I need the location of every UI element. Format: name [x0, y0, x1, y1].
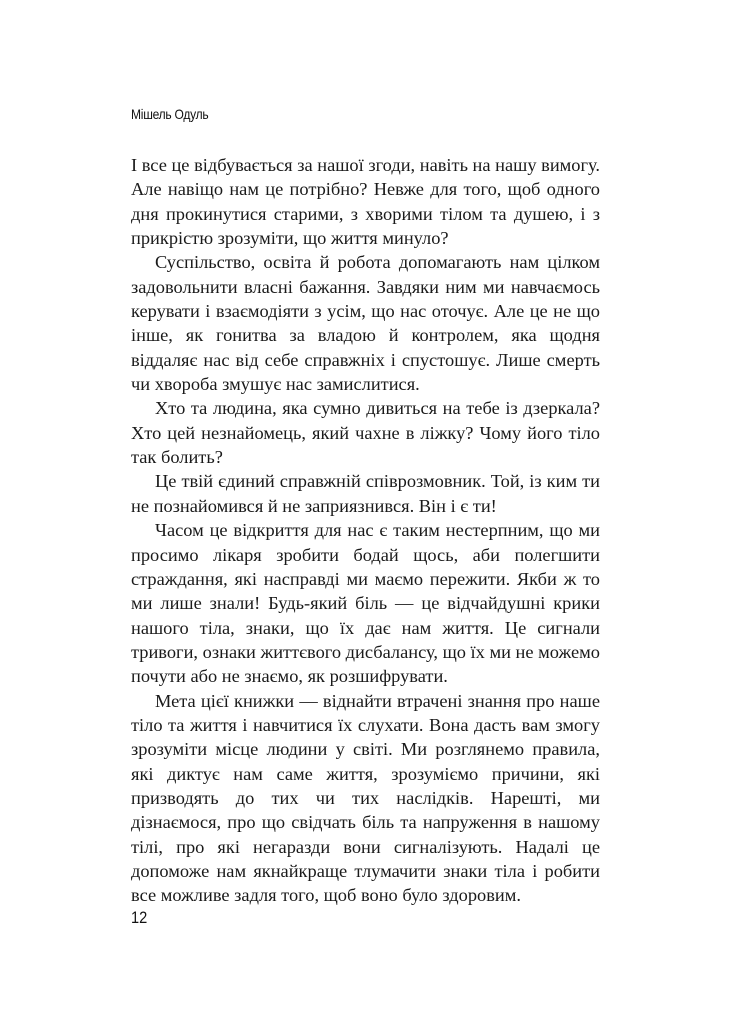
- paragraph-2: Суспільство, освіта й робота допомагають нам цілком задовольнити власні бажання. Завдяки ним ми навчаємось керувати і взаємодіяти з усім, що нас оточує. Але це не що інше, як гонитва за владою й контролем, яка щодня віддаляє нас від себе справжніх і спустошує. Лише смерть чи хвороба змушує нас замислитися.: [131, 252, 600, 395]
- body-text: [131, 153, 600, 908]
- paragraph-4: Це твій єдиний справжній співрозмовник. Той, із ким ти не познайомився й не заприязнився. Він і є ти!: [131, 471, 600, 516]
- paragraph-1: І все це відбувається за нашої згоди, навіть на нашу вимогу. Але навіщо нам це потрібно? Невже для того, щоб одного дня прокинутися старими, з хворими тілом та душею, і з прикрістю зрозуміти, що життя минуло?: [131, 155, 600, 249]
- paragraph-6: Мета цієї книжки — віднайти втрачені знання про наше тіло та життя і навчитися їх слухати. Вона дасть вам змогу зрозуміти місце людини у світі. Ми розглянемо правила, які диктує нам саме життя, зрозуміємо причини, які призводять до тих чи тих наслідків. Нарешті, ми дізнаємося, про що свідчать біль та напруження в нашому тілі, про які негаразди вони сигналізують. Надалі це допоможе нам якнайкраще тлумачити знаки тіла і робити все можливе задля того, щоб воно було здоровим.: [131, 690, 600, 906]
- running-header-author: Мішель Одуль: [131, 106, 209, 122]
- paragraph-5: Часом це відкриття для нас є таким нестерпним, що ми просимо лікаря зробити бодай щось, аби полегшити страждання, які насправді ми маємо пережити. Якби ж то ми лише знали! Будь-який біль — це відчайдушні крики нашого тіла, знаки, що їх дає нам життя. Це сигнали тривоги, ознаки життєвого дисбалансу, що їх ми не можемо почути або не знаємо, як розшифрувати.: [131, 520, 600, 687]
- page-number: 12: [131, 908, 148, 927]
- paragraph-3: Хто та людина, яка сумно дивиться на тебе із дзеркала? Хто цей незнайомець, який чахне в ліжку? Чому його тіло так болить?: [131, 398, 600, 468]
